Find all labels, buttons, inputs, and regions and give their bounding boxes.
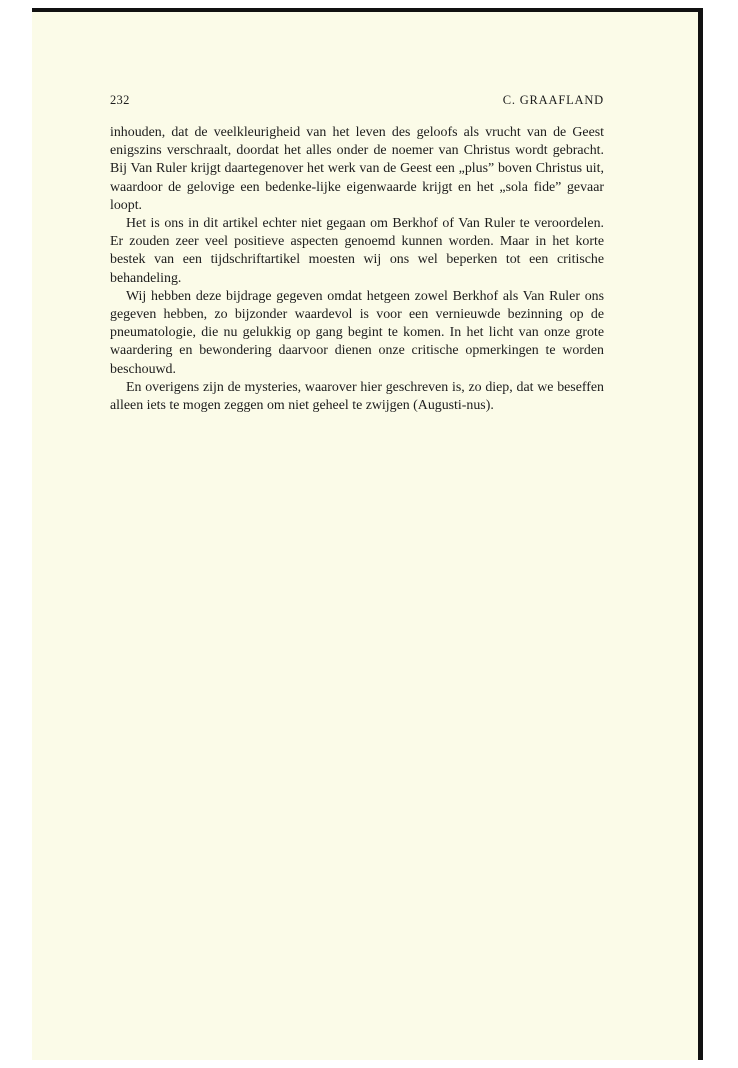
paragraph: Wij hebben deze bijdrage gegeven omdat hetgeen zowel Berkhof als Van Ruler ons gegeven hebben, zo bijzonder waardevol is voor een vernieuwde bezinning op de pneumatologie, die nu gelukkig op gang begint te komen. In het licht van onze grote waardering en bewondering daarvoor dienen onze critische opmerkingen te worden beschouwd. [110, 288, 604, 377]
running-head-author: C. GRAAFLAND [502, 93, 604, 107]
body-text [110, 124, 604, 415]
paragraph: En overigens zijn de mysteries, waarover hier geschreven is, zo diep, dat we beseffen alleen iets te mogen zeggen om niet geheel te zwijgen (Augusti-nus). [110, 379, 604, 414]
paragraph-continued: inhouden, dat de veelkleurigheid van het leven des geloofs als vrucht van de Geest enigszins verschraalt, doordat het alles onder de noemer van Christus wordt gebracht. Bij Van Ruler krijgt daartegenover het werk van de Geest een „plus” boven Christus uit, waardoor de gelovige een bedenke-lijke eigenwaarde krijgt en het „sola fide” gevaar loopt. [110, 125, 604, 213]
page-number: 232 [110, 93, 130, 107]
paragraph: Het is ons in dit artikel echter niet gegaan om Berkhof of Van Ruler te veroordelen. Er zouden zeer veel positieve aspecten genoemd kunnen worden. Maar in het korte bestek van een tijdschriftartikel moesten wij ons wel beperken tot een critische behandeling. [110, 216, 604, 286]
